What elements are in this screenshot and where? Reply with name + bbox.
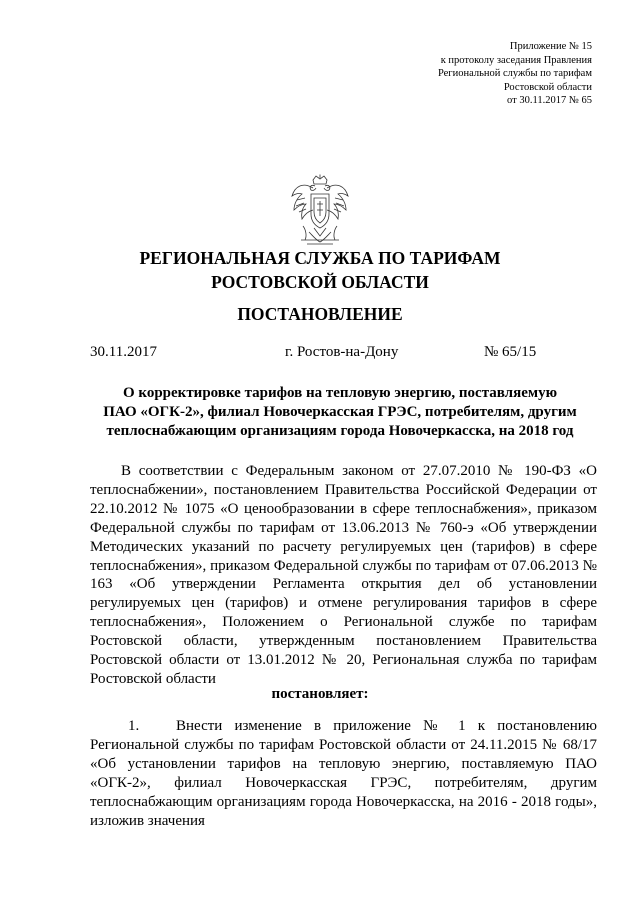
appendix-line: к протоколу заседания Правления bbox=[440, 54, 592, 66]
appendix-line: Региональной службы по тарифам bbox=[437, 68, 592, 79]
document-date: 30.11.2017 bbox=[90, 344, 157, 360]
appendix-line: Приложение № 15 bbox=[509, 41, 592, 52]
decree-word: постановляет: bbox=[271, 686, 369, 702]
appendix-line: Ростовской области bbox=[503, 81, 592, 93]
organization-title-line2: РОСТОВСКОЙ ОБЛАСТИ bbox=[211, 272, 429, 292]
organization-title-line1: РЕГИОНАЛЬНАЯ СЛУЖБА ПО ТАРИФАМ bbox=[139, 248, 501, 268]
document-subject bbox=[90, 384, 590, 441]
item-number: 1. bbox=[128, 718, 140, 734]
organization-title bbox=[0, 246, 640, 294]
appendix-note bbox=[438, 40, 592, 108]
subject-line: теплоснабжающим организациям города Новочеркасска, на 2018 год bbox=[106, 423, 574, 439]
document-city: г. Ростов-на-Дону bbox=[285, 344, 399, 360]
appendix-line: от 30.11.2017 № 65 bbox=[507, 95, 592, 106]
subject-line: ПАО «ОГК-2», филиал Новочеркасская ГРЭС, потребителям, другим bbox=[103, 404, 577, 420]
document-number: № 65/15 bbox=[484, 344, 537, 360]
item-text: Внести изменение в приложение № 1 к постановлению Региональной службы по тарифам Ростовской области от 24.11.2015 № 68/17 «Об установлении тарифов на тепловую энергию, поставляемую ПАО «ОГК-2», филиал Новочеркасская ГРЭС, потребителям, другим теплоснабжающим организациям города Новочеркасска, на 2016 - 2018 годы», изложив значения bbox=[90, 718, 597, 829]
item-paragraph bbox=[90, 717, 597, 830]
subject-line: О корректировке тарифов на тепловую энергию, поставляемую bbox=[122, 385, 558, 401]
preamble-paragraph: В соответствии с Федеральным законом от 27.07.2010 № 190-ФЗ «О теплоснабжении», постановлением Правительства Российской Федерации от 22.10.2012 № 1075 «О ценообразовании в сфере теплоснабжения», приказом Федеральной службы по тарифам от 13.06.2013 № 760-э «Об утверждении Методических указаний по расчету регулируемых цен (тарифов) в сфере теплоснабжения», приказом Федеральной службы по тарифам от 07.06.2013 № 163 «Об утверждении Регламента открытия дел об установлении регулируемых цен (тарифов) и отмене регулирования тарифов в сфере теплоснабжения», Положением о Региональной службе по тарифам Ростовской области, утвержденным постановлением Правительства Ростовской области от 13.01.2012 № 20, Региональная служба по тарифам Ростовской области bbox=[90, 463, 597, 687]
coat-of-arms-icon bbox=[289, 174, 351, 246]
document-type: ПОСТАНОВЛЕНИЕ bbox=[237, 304, 403, 324]
